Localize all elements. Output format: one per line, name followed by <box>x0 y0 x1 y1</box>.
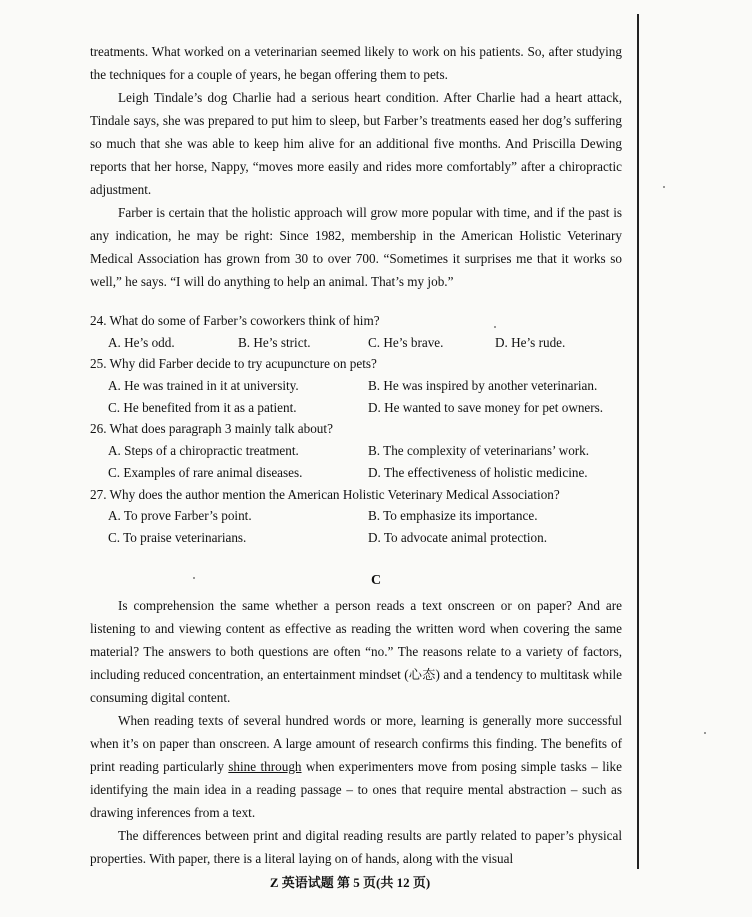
question-26-stem: 26. What does paragraph 3 mainly talk about? <box>90 421 333 437</box>
paragraph-farber-certain: Farber is certain that the holistic approach will grow more popular with time, and if the past is any indication, he may be right: Since 1982, membership in the American Holistic Veterinary Medical Association has grown from 30 to over 700. “Sometimes it surprises me that it works so well,” he says. “I will do anything to help an animal. That’s my job.” <box>90 205 622 289</box>
scan-speck <box>494 326 496 328</box>
question-25-options-row2 <box>90 397 625 419</box>
page-footer: Z 英语试题 第 5 页(共 12 页) <box>269 875 431 890</box>
paragraph-physical-properties: The differences between print and digital reading results are partly related to paper’s physical properties. With paper, there is a literal laying on of hands, along with the visual <box>90 828 622 866</box>
option-24-c: C. He’s brave. <box>368 334 444 350</box>
option-25-a: A. He was trained in it at university. <box>108 378 299 394</box>
scan-speck <box>193 577 195 579</box>
option-27-c: C. To praise veterinarians. <box>108 529 247 545</box>
paragraph-comprehension: Is comprehension the same whether a person reads a text onscreen or on paper? And are listening to and viewing content as effective as reading the written word when covering the same material? The answers to both questions are often “no.” The reasons relate to a variety of factors, including reduced concentration, an entertainment mindset (心态) and a tendency to multitask while consuming digital content. <box>90 598 622 705</box>
question-24-options <box>90 332 625 354</box>
question-24-stem: 24. What do some of Farber’s coworkers think of him? <box>90 313 380 328</box>
section-c-heading: C <box>370 573 382 588</box>
option-26-a: A. Steps of a chiropractic treatment. <box>108 443 299 459</box>
question-26-options-row1 <box>90 440 625 462</box>
question-25-options-row1 <box>90 375 625 397</box>
option-25-c: C. He benefited from it as a patient. <box>108 399 297 415</box>
option-25-b: B. He was inspired by another veterinarian. <box>368 378 598 394</box>
underlined-phrase: shine through <box>228 759 302 774</box>
paragraph-print-reading-end: when experimenters move from posing simple tasks – like identifying the main idea in a reading passage – to ones that require mental abstraction – such as drawing inferences from a text. <box>90 759 622 820</box>
option-27-b: B. To emphasize its importance. <box>368 508 538 524</box>
paragraph-tindale: Leigh Tindale’s dog Charlie had a serious heart condition. After Charlie had a heart attack, Tindale says, she was prepared to put him to sleep, but Farber’s treatments eased her dog’s suffering so much that she was able to keep him alive for an additional five months. And Priscilla Dewing reports that her horse, Nappy, “moves more easily and rides more comfortably” after a chiropractic adjustment. <box>90 90 622 197</box>
margin-rule <box>637 14 639 869</box>
option-26-c: C. Examples of rare animal diseases. <box>108 464 303 480</box>
paragraph-print-reading-start: When reading texts of several hundred words or more, learning is generally more successful when it’s on paper than onscreen. A large amount of research confirms this finding. The benefits of print reading particularly <box>90 713 622 774</box>
question-27-stem: 27. Why does the author mention the American Holistic Veterinary Medical Association? <box>90 486 560 502</box>
option-27-d: D. To advocate animal protection. <box>368 529 548 545</box>
option-27-a: A. To prove Farber’s point. <box>108 508 252 524</box>
option-24-a: A. He’s odd. <box>108 334 175 350</box>
question-27-options-row1 <box>90 505 625 527</box>
option-24-d: D. He’s rude. <box>495 334 566 350</box>
option-24-b: B. He’s strict. <box>238 334 311 350</box>
scan-speck <box>704 732 706 734</box>
question-list <box>90 310 625 549</box>
question-26-options-row2 <box>90 462 625 484</box>
scan-speck <box>663 186 665 188</box>
paragraph-treatments: treatments. What worked on a veterinarian seemed likely to work on his patients. So, after studying the techniques for a couple of years, he began offering them to pets. <box>90 44 622 82</box>
passage-c <box>90 594 622 870</box>
passage-b-tail <box>90 40 622 293</box>
option-25-d: D. He wanted to save money for pet owners. <box>368 399 604 415</box>
option-26-d: D. The effectiveness of holistic medicine. <box>368 464 588 480</box>
paragraph-print-reading <box>90 709 622 824</box>
question-27-options-row2 <box>90 527 625 549</box>
question-25-stem: 25. Why did Farber decide to try acupuncture on pets? <box>90 356 377 372</box>
option-26-b: B. The complexity of veterinarians’ work. <box>368 443 590 459</box>
